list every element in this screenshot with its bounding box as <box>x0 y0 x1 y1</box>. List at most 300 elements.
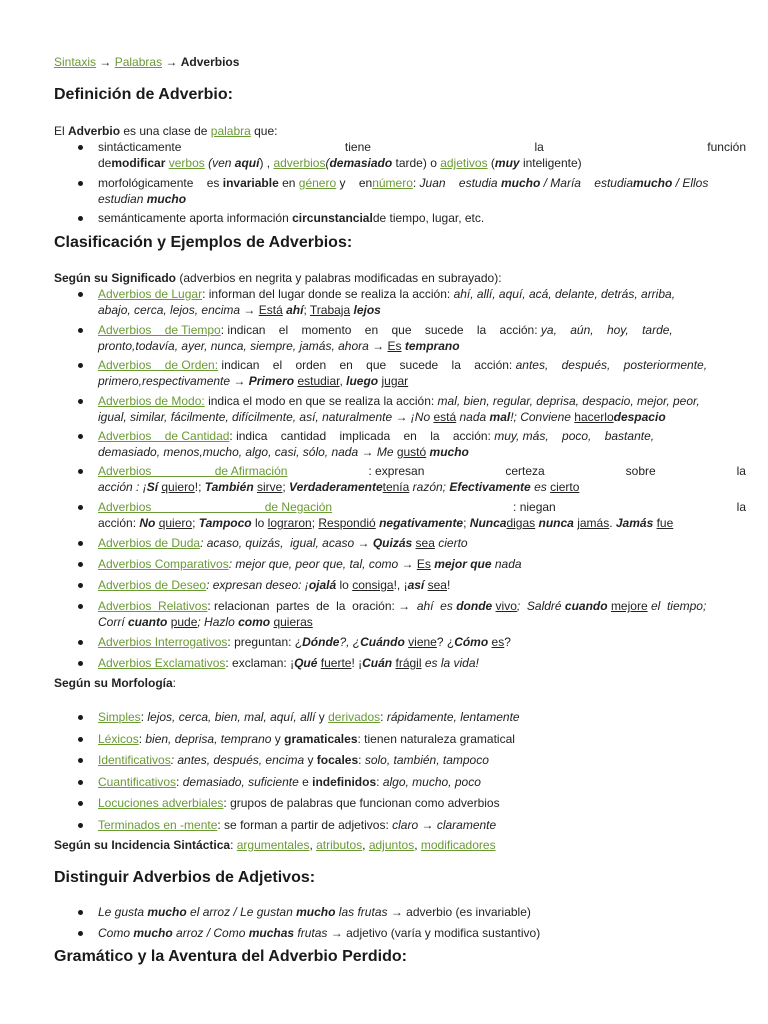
text-run: es <box>530 480 551 494</box>
list-item <box>98 394 700 408</box>
text-run: igual, similar, fácilmente, difícilmente, así, naturalmente → ¡No <box>98 410 434 424</box>
text-run: como <box>238 615 271 629</box>
list-item <box>98 323 673 337</box>
text-run: antes, después, posteriormente, <box>515 358 708 372</box>
text-run: ahí es <box>413 599 457 613</box>
text-run: semánticamente aporta información <box>98 211 293 225</box>
inline-link[interactable]: verbos <box>168 156 205 170</box>
text-run: : niegan <box>513 500 556 514</box>
text-run: muy <box>494 156 520 170</box>
text-run: frutas <box>294 926 328 940</box>
text-run: ; <box>463 516 470 530</box>
text-run: ; Hazlo <box>197 615 239 629</box>
list-item <box>98 635 511 649</box>
text-run: está <box>433 410 457 424</box>
text-run: tarde <box>392 156 423 170</box>
text-run: : indican el momento en que sucede la acción: <box>220 323 541 337</box>
inline-link[interactable]: Adverbios Exclamativos <box>98 656 226 670</box>
text-run: mucho <box>500 176 541 190</box>
text-run: : expresan <box>368 464 425 478</box>
text-run: negativamente <box>379 516 464 530</box>
text-line <box>54 55 239 69</box>
text-run: ya, aún, hoy, tarde, <box>540 323 673 337</box>
text-run: que: <box>250 124 278 138</box>
text-run: morfológicamente es <box>98 176 223 190</box>
text-run: ; Saldré <box>516 599 565 613</box>
list-item <box>98 176 708 190</box>
text-run: (ven <box>204 156 235 170</box>
text-run: aquí <box>234 156 260 170</box>
text-run: inteligente <box>519 156 578 170</box>
text-run: : se forman a partir de adjetivos: <box>217 818 393 832</box>
text-run: ( <box>325 156 330 170</box>
text-run: nada <box>456 410 490 424</box>
text-run: la <box>534 140 544 154</box>
text-run: muchas <box>248 926 295 940</box>
list-item <box>98 536 468 550</box>
text-run: estudiar <box>297 374 340 388</box>
text-run: y <box>271 732 285 746</box>
text-run: mucho <box>133 926 173 940</box>
text-run: : mejor que, peor que, tal, como → <box>228 557 417 571</box>
text-run: mucho <box>633 176 673 190</box>
text-run: sobre <box>625 464 656 478</box>
bullet-dot-icon <box>78 181 83 186</box>
text-run: indican el orden en que sucede la acción: <box>218 358 516 372</box>
inline-link[interactable]: Cuantificativos <box>98 775 177 789</box>
text-run: sintácticamente <box>98 140 182 154</box>
text-line <box>54 271 502 285</box>
text-run: nunca <box>538 516 574 530</box>
inline-link[interactable]: adjetivos <box>440 156 488 170</box>
text-run: Verdaderamente <box>289 480 383 494</box>
text-run: Adverbios <box>180 55 240 69</box>
list-item <box>98 140 746 154</box>
text-run: circunstancial <box>292 211 373 225</box>
text-run: cierto <box>434 536 468 550</box>
text-run: Sí <box>146 480 159 494</box>
text-run: demasiado, menos,mucho, algo, casi, sólo, nada → Me <box>98 445 397 459</box>
text-run: la <box>736 464 746 478</box>
text-run: Cuándo <box>360 635 405 649</box>
text-run: Corrí <box>98 615 128 629</box>
bullet-dot-icon <box>78 292 83 297</box>
list-item <box>98 656 479 670</box>
text-run: , <box>362 838 369 852</box>
text-run: mejore <box>610 599 648 613</box>
inline-link[interactable]: derivados <box>328 710 381 724</box>
text-run: / Ellos <box>672 176 709 190</box>
text-run: modificar <box>111 156 169 170</box>
text-run: nada <box>491 557 522 571</box>
section-heading <box>54 234 352 252</box>
text-run: ! ¡ <box>351 656 363 670</box>
text-run: Dónde <box>302 635 340 649</box>
text-run: Jamás <box>615 516 654 530</box>
inline-link[interactable]: Sintaxis <box>54 55 97 69</box>
list-item <box>98 905 531 919</box>
inline-link[interactable]: Adverbios de Tiempo <box>98 323 221 337</box>
text-run: mal <box>489 410 511 424</box>
text-run: También <box>204 480 254 494</box>
text-run: ; <box>303 303 310 317</box>
text-run: función <box>707 140 746 154</box>
text-run: bien, deprisa, temprano <box>145 732 272 746</box>
text-run: y <box>315 710 329 724</box>
text-run: ! <box>446 578 451 592</box>
inline-link[interactable]: Simples <box>98 710 141 724</box>
inline-link[interactable]: Identificativos <box>98 753 171 767</box>
inline-link[interactable]: palabra <box>210 124 251 138</box>
text-run: , <box>339 374 347 388</box>
text-run: es una clase de <box>120 124 211 138</box>
text-run: ) , <box>259 156 274 170</box>
text-run: mal, bien, regular, deprisa, despacio, mejor, peor, <box>437 394 700 408</box>
bullet-dot-icon <box>78 363 83 368</box>
text-run: las frutas <box>335 905 388 919</box>
text-run: jugar <box>381 374 409 388</box>
text-run: : <box>230 838 237 852</box>
text-run: indica el modo en que se realiza la acción: <box>204 394 438 408</box>
text-run: muy, más, poco, bastante, <box>494 429 655 443</box>
text-run: Trabaja <box>309 303 351 317</box>
text-run: , <box>414 838 421 852</box>
text-run: ? ¿ <box>436 635 455 649</box>
text-run: indefinidos <box>312 775 377 789</box>
text-run: arroz / Como <box>172 926 249 940</box>
text-run: Juan estudia <box>419 176 501 190</box>
text-run: despacio <box>613 410 666 424</box>
text-run: en <box>278 176 299 190</box>
bullet-dot-icon <box>78 562 83 567</box>
list-item <box>98 732 515 746</box>
inline-link[interactable]: adverbios <box>273 156 326 170</box>
text-line <box>98 374 408 388</box>
inline-link[interactable]: Palabras <box>114 55 163 69</box>
text-run: Qué <box>294 656 318 670</box>
list-item <box>98 599 706 613</box>
text-run: quieras <box>273 615 313 629</box>
text-run: ; <box>282 480 290 494</box>
text-run: Le gusta <box>98 905 148 919</box>
text-line <box>98 303 381 317</box>
text-run: : informan del lugar donde se realiza la acción: <box>202 287 454 301</box>
text-run: e <box>298 775 313 789</box>
list-item <box>98 429 654 443</box>
text-run: la <box>736 500 746 514</box>
text-run: cuando <box>564 599 608 613</box>
text-run: cuanto <box>128 615 168 629</box>
text-run: Adverbio <box>68 124 121 138</box>
text-run: : relacionan partes de la oración: → <box>207 599 414 613</box>
text-run: Cuán <box>362 656 393 670</box>
bullet-dot-icon <box>78 910 83 915</box>
section-heading <box>54 869 315 887</box>
inline-link[interactable]: Terminados en -mente <box>98 818 218 832</box>
text-run: Como <box>98 926 134 940</box>
text-run: ; <box>192 516 199 530</box>
bullet-dot-icon <box>78 780 83 785</box>
text-run: Es <box>387 339 402 353</box>
list-item <box>98 211 484 225</box>
text-run: fue <box>656 516 674 530</box>
text-run: gustó <box>396 445 427 459</box>
bullet-dot-icon <box>78 715 83 720</box>
text-run: Gramático y la Aventura del Adverbio Perdido: <box>54 948 407 965</box>
text-run: Respondió <box>318 516 376 530</box>
list-item <box>98 358 707 372</box>
text-run: digas <box>506 516 536 530</box>
text-run: !; Conviene <box>510 410 575 424</box>
text-run: : exclaman: ¡ <box>225 656 295 670</box>
text-run: sea <box>415 536 435 550</box>
text-line <box>54 838 496 852</box>
inline-link[interactable]: Adverbios de Cantidad <box>98 429 230 443</box>
text-run: hacerlo <box>574 410 614 424</box>
text-run: consiga <box>352 578 394 592</box>
text-run: Primero <box>248 374 295 388</box>
text-run: : grupos de palabras que funcionan como adverbios <box>223 796 500 810</box>
text-run: : <box>138 732 146 746</box>
text-run: el arroz / Le gustan <box>186 905 297 919</box>
text-run: frágil <box>395 656 422 670</box>
text-run: acción: <box>98 516 140 530</box>
bullet-dot-icon <box>78 541 83 546</box>
text-run: Distinguir Adverbios de Adjetivos <box>54 869 310 886</box>
inline-link[interactable]: atributos <box>316 838 363 852</box>
bullet-dot-icon <box>78 328 83 333</box>
bullet-dot-icon <box>78 931 83 936</box>
text-run: mejor que <box>434 557 492 571</box>
bullet-dot-icon <box>78 737 83 742</box>
text-run: es la vida! <box>421 656 479 670</box>
text-run: luego <box>346 374 379 388</box>
text-run: : <box>309 869 316 886</box>
text-line <box>98 445 469 459</box>
inline-link[interactable]: adjuntos <box>368 838 415 852</box>
text-line <box>98 480 579 494</box>
text-run: ( <box>487 156 495 170</box>
inline-link[interactable]: Adverbios de Negación <box>98 500 333 514</box>
text-run: primero,respectivamente → <box>98 374 249 388</box>
text-run: mucho <box>296 905 336 919</box>
inline-link[interactable]: Adverbios de Orden: <box>98 358 219 372</box>
text-run: : <box>176 775 183 789</box>
list-item <box>98 500 746 514</box>
text-run: : indica cantidad implicada en la acción: <box>229 429 495 443</box>
text-run: el tiempo; <box>647 599 707 613</box>
inline-link[interactable]: Adverbios de Duda <box>98 536 201 550</box>
inline-link[interactable]: Adverbios Relativos <box>98 599 208 613</box>
text-run: → adverbio (es invariable) <box>387 905 531 919</box>
text-run: y <box>304 753 317 767</box>
inline-link[interactable]: Adverbios Comparativos <box>98 557 229 571</box>
text-run: Es <box>416 557 431 571</box>
text-run: temprano <box>404 339 460 353</box>
text-run: mucho <box>429 445 469 459</box>
text-line <box>98 339 460 353</box>
text-run: tenía <box>382 480 410 494</box>
text-run: ?, ¿ <box>339 635 361 649</box>
text-run: demasiado <box>329 156 393 170</box>
text-run: / María estudia <box>540 176 633 190</box>
inline-link[interactable]: Léxicos <box>98 732 139 746</box>
text-run: claro → claramente <box>392 818 497 832</box>
text-run: algo, mucho, poco <box>382 775 481 789</box>
text-run: Según su Significado <box>54 271 177 285</box>
list-item <box>98 796 500 810</box>
text-run: Cómo <box>454 635 489 649</box>
text-run: lo <box>336 578 353 592</box>
bullet-dot-icon <box>78 758 83 763</box>
list-item <box>98 926 540 940</box>
text-run: pronto,todavía, ayer, nunca, siempre, jamás, ahora → <box>98 339 388 353</box>
text-run: Definición de Adverbio: <box>54 86 233 103</box>
text-run: donde <box>456 599 493 613</box>
text-run: Efectivamente <box>449 480 531 494</box>
text-run: : <box>412 176 420 190</box>
inline-link[interactable]: Adverbios de Modo: <box>98 394 205 408</box>
inline-link[interactable]: número <box>372 176 413 190</box>
text-run: : expresan deseo: ¡ <box>206 578 309 592</box>
inline-link[interactable]: Adverbios de Lugar <box>98 287 203 301</box>
list-item <box>98 818 496 832</box>
text-run: tiene <box>344 140 371 154</box>
inline-link[interactable]: género <box>298 176 337 190</box>
text-run: fuerte <box>320 656 352 670</box>
text-run: : <box>172 676 177 690</box>
text-run: lograron <box>267 516 312 530</box>
text-run: lejos <box>353 303 381 317</box>
text-run: invariable <box>222 176 279 190</box>
inline-link[interactable]: modificadores <box>420 838 496 852</box>
text-run: → <box>96 55 115 69</box>
text-run: Nunca <box>469 516 507 530</box>
text-run: Está <box>258 303 283 317</box>
text-run: viene <box>408 635 437 649</box>
text-run: Clasificación y Ejemplos de Adverbios <box>54 234 347 251</box>
text-run: pude <box>170 615 198 629</box>
text-run: : <box>140 710 148 724</box>
text-run: Quizás <box>372 536 413 550</box>
inline-link[interactable]: Adverbios de Afirmación <box>98 464 288 478</box>
text-run: abajo, cerca, lejos, encima → <box>98 303 259 317</box>
text-run: ) o <box>422 156 441 170</box>
text-run: : preguntan: ¿ <box>227 635 303 649</box>
text-line <box>98 156 582 170</box>
text-run: acción : ¡ <box>98 480 147 494</box>
text-run: mucho <box>146 192 187 206</box>
bullet-dot-icon <box>78 434 83 439</box>
text-run: : tienen naturaleza gramatical <box>357 732 515 746</box>
text-run: Según su Morfología <box>54 676 173 690</box>
section-heading <box>54 86 233 104</box>
inline-link[interactable]: argumentales <box>236 838 310 852</box>
text-run: El <box>54 124 69 138</box>
text-run: y en <box>336 176 373 190</box>
bullet-dot-icon <box>78 469 83 474</box>
list-item <box>98 464 746 478</box>
text-line <box>98 516 673 530</box>
text-line <box>98 410 666 424</box>
text-run: solo, también, tampoco <box>364 753 489 767</box>
text-run: : <box>358 753 365 767</box>
text-run: demasiado, suficiente <box>182 775 299 789</box>
list-item <box>98 710 520 724</box>
text-run: de <box>98 156 112 170</box>
text-run: (adverbios en negrita y palabras modificadas en subrayado): <box>176 271 502 285</box>
text-run: ; <box>311 516 319 530</box>
inline-link[interactable]: Locuciones adverbiales <box>98 796 224 810</box>
text-run: . <box>609 516 616 530</box>
text-line <box>54 676 176 690</box>
text-run: estudian <box>98 192 147 206</box>
text-run: → <box>162 55 181 69</box>
list-item <box>98 753 489 767</box>
bullet-dot-icon <box>78 823 83 828</box>
list-item <box>98 287 675 301</box>
text-run: Según su Incidencia Sintáctica <box>54 838 231 852</box>
text-line <box>98 615 313 629</box>
text-run: : <box>346 234 353 251</box>
bullet-dot-icon <box>78 640 83 645</box>
text-run: !; <box>194 480 205 494</box>
text-run: de tiempo, lugar, etc. <box>372 211 485 225</box>
bullet-dot-icon <box>78 145 83 150</box>
bullet-dot-icon <box>78 604 83 609</box>
text-run: ojalá <box>308 578 337 592</box>
text-run: gramaticales <box>284 732 358 746</box>
text-run: : acaso, quizás, igual, acaso → <box>200 536 373 550</box>
bullet-dot-icon <box>78 801 83 806</box>
text-run: → adjetivo (varía y modifica sustantivo) <box>327 926 541 940</box>
text-run: ) <box>577 156 582 170</box>
text-run: Tampoco <box>198 516 252 530</box>
list-item <box>98 578 450 592</box>
text-run: focales <box>316 753 359 767</box>
text-line <box>54 124 278 138</box>
text-run: No <box>139 516 156 530</box>
text-run: cierto <box>550 480 580 494</box>
text-run: rápidamente, lentamente <box>386 710 520 724</box>
text-run: sirve <box>257 480 283 494</box>
text-run: razón; <box>409 480 450 494</box>
text-run: : <box>376 775 383 789</box>
bullet-dot-icon <box>78 661 83 666</box>
text-run: es <box>491 635 505 649</box>
text-run: , <box>309 838 317 852</box>
list-item <box>98 775 481 789</box>
bullet-dot-icon <box>78 216 83 221</box>
section-heading <box>54 948 407 966</box>
text-run: ahí <box>286 303 304 317</box>
text-run: jamás <box>577 516 610 530</box>
text-run: lejos, cerca, bien, mal, aquí, allí <box>147 710 316 724</box>
inline-link[interactable]: Adverbios Interrogativos <box>98 635 228 649</box>
text-run: así <box>407 578 425 592</box>
inline-link[interactable]: Adverbios de Deseo <box>98 578 207 592</box>
bullet-dot-icon <box>78 399 83 404</box>
text-run: : <box>380 710 387 724</box>
text-run: ahí, allí, aquí, acá, delante, detrás, arriba, <box>453 287 676 301</box>
text-run: certeza <box>505 464 545 478</box>
text-run: mucho <box>147 905 187 919</box>
text-run: quiero <box>158 516 193 530</box>
text-run: : antes, después, encima <box>170 753 305 767</box>
bullet-dot-icon <box>78 505 83 510</box>
text-run: lo <box>251 516 268 530</box>
text-run: sea <box>427 578 447 592</box>
